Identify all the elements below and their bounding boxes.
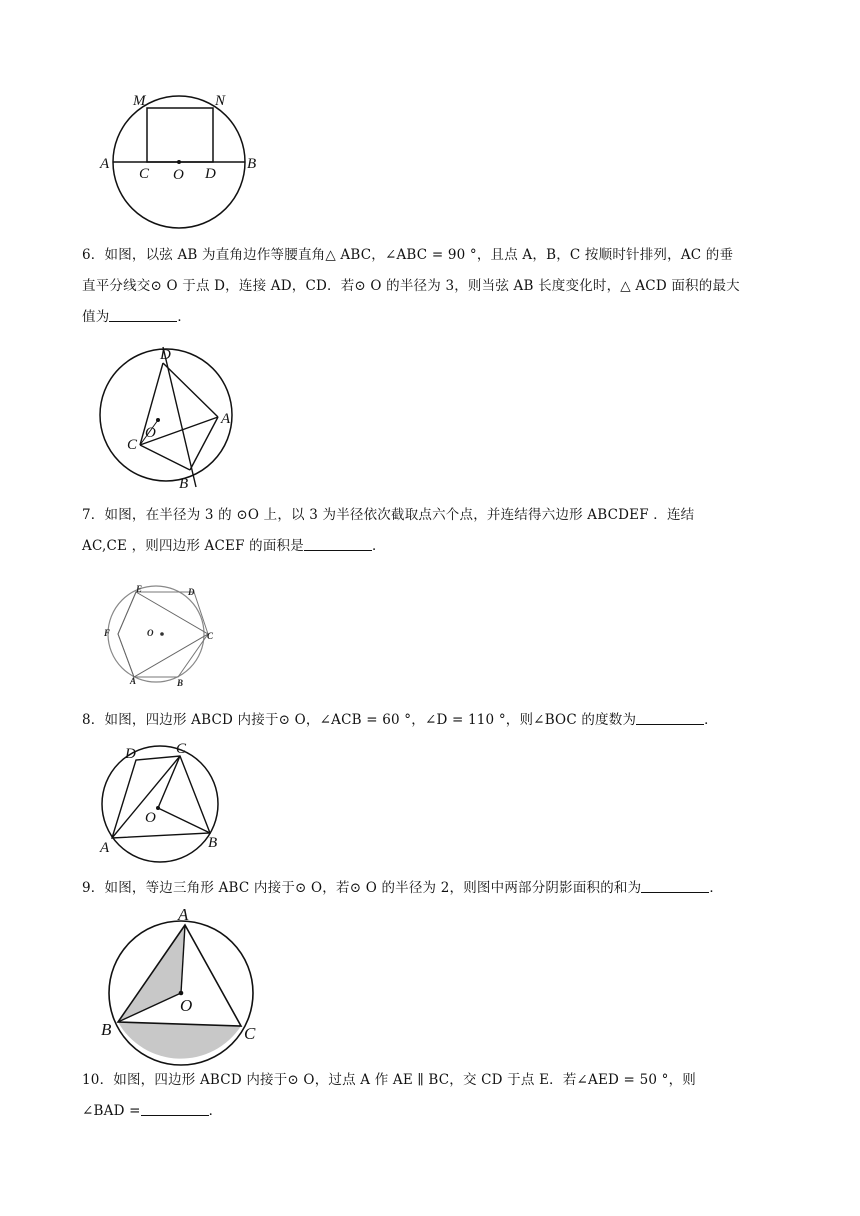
period: ． [208, 1103, 223, 1119]
label-a: A [130, 676, 137, 686]
label-c: C [207, 631, 214, 641]
label-c: C [176, 741, 187, 757]
question-8-line-1: 8．如图，四边形 ABCD 内接于⊙ O，∠ACB = 60 °，∠D = 110 °，则∠BOC 的度数为 [82, 712, 637, 728]
label-d: D [160, 347, 171, 363]
label-b: B [179, 476, 189, 492]
period: ． [371, 538, 386, 554]
answer-blank[interactable] [109, 307, 177, 322]
label-c: C [127, 437, 138, 453]
question-6-line-1: 6．如图，以弦 AB 为直角边作等腰直角△ ABC，∠ABC = 90 °，且点 A，B，C 按顺时针排列，AC 的垂 [82, 247, 734, 263]
label-o: O [173, 167, 184, 183]
figure-q8 [100, 738, 230, 868]
question-7-line-2: AC,CE ，则四边形 ACEF 的面积是 [82, 538, 304, 554]
question-6-line-2: 直平分线交⊙ O 于点 D，连接 AD，CD．若⊙ O 的半径为 3，则当弦 AB 长度变化时，△ ACD 面积的最大 [82, 278, 740, 294]
figure-q9 [98, 905, 268, 1065]
question-6-line-3: 值为 [82, 309, 110, 325]
label-n: N [215, 93, 226, 109]
question-8 [82, 705, 800, 736]
label-f: F [104, 628, 111, 638]
figure-q7 [100, 578, 225, 690]
question-6 [82, 240, 800, 333]
period: ． [709, 880, 724, 896]
label-c: C [139, 166, 150, 182]
label-o: O [147, 628, 154, 638]
label-b: B [208, 835, 218, 851]
label-d: D [125, 746, 136, 762]
label-b: B [101, 1020, 112, 1039]
period: ． [177, 309, 192, 325]
label-a: A [100, 156, 110, 172]
label-e: E [136, 584, 143, 594]
label-o: O [180, 996, 193, 1015]
answer-blank[interactable] [641, 878, 709, 893]
question-10 [82, 1065, 800, 1127]
question-10-line-2: ∠BAD = [82, 1103, 141, 1119]
label-d: D [205, 166, 216, 182]
label-d: D [188, 587, 195, 597]
question-7-line-1: 7．如图，在半径为 3 的 ⊙O 上，以 3 为半径依次截取点六个点，并连结得六边形 ABCDEF ．连结 [82, 507, 695, 523]
label-a: A [221, 411, 231, 427]
question-9-line-1: 9．如图，等边三角形 ABC 内接于⊙ O，若⊙ O 的半径为 2，则图中两部分阴影面积的和为 [82, 880, 642, 896]
label-b: B [177, 678, 184, 688]
label-o: O [145, 425, 156, 441]
label-m: M [133, 93, 146, 109]
period: ． [704, 712, 718, 728]
question-7 [82, 500, 800, 562]
label-c: C [244, 1024, 256, 1043]
answer-blank[interactable] [141, 1101, 209, 1116]
answer-blank[interactable] [304, 536, 372, 551]
question-9 [82, 873, 800, 904]
label-b: B [247, 156, 257, 172]
figure-q6 [100, 345, 240, 495]
label-a: A [100, 840, 110, 856]
label-a: A [178, 905, 189, 924]
question-10-line-1: 10．如图，四边形 ABCD 内接于⊙ O，过点 A 作 AE ∥ BC，交 CD 于点 E．若∠AED = 50 °，则 [82, 1072, 696, 1088]
label-o: O [145, 810, 156, 826]
figure-circle-rectangle [95, 88, 275, 233]
answer-blank[interactable] [636, 710, 704, 725]
